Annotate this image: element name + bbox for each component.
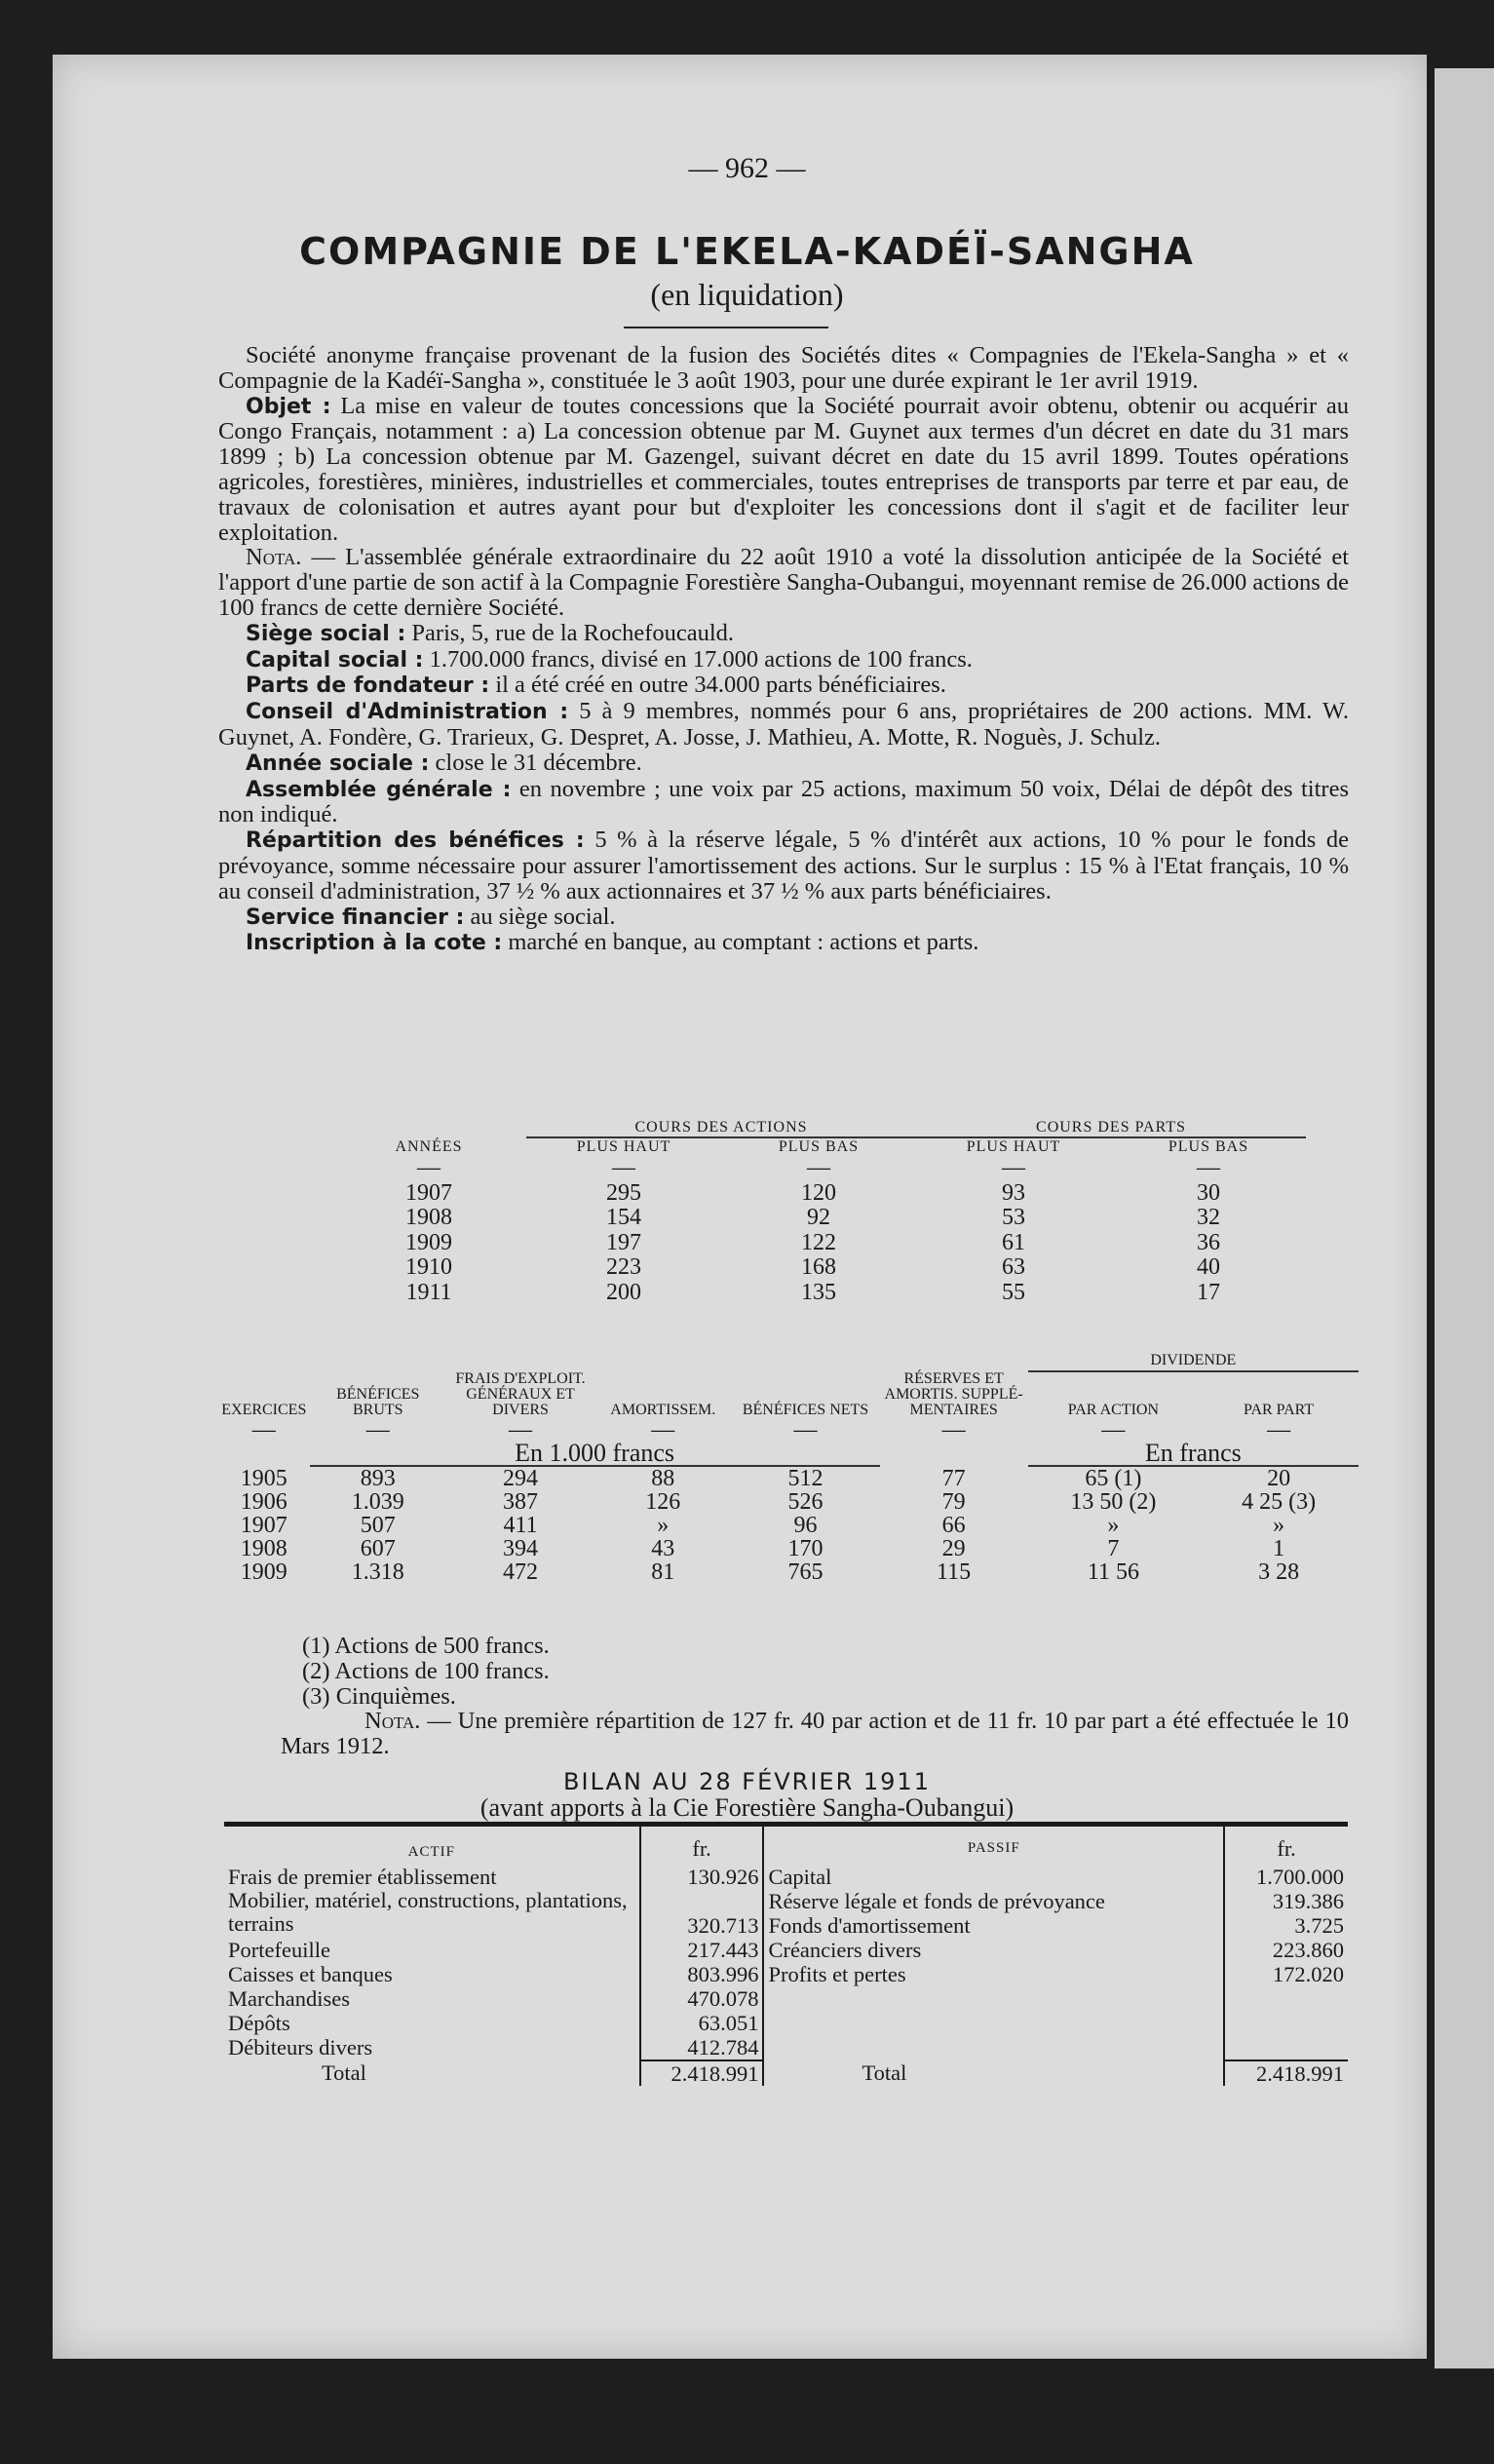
cours-header: PLUS HAUT: [966, 1138, 1061, 1155]
exercices-table: DIVIDENDE EXERCICES BÉNÉFICES BRUTS FRAIS D'EXPLOIT. GÉNÉRAUX ET DIVERS AMORTISSEM. BÉNÉFICES NETS RÉSERVES ET AMORTIS. SUPPLÉ-MENTAIRES PAR ACTION PAR PART — — — — — — — — En 1.000 francs En francs 1905 893 294 88 512 77 65 (1) 20 1906 1.039 387 126 526 79 13 50 (2) 4 25 (3) 1907 507 411 » 96 66 » » 1908 607 394 43 170 29 7 1 1909 1.318 472 81 765 115 11 56 3 28: [218, 1353, 1359, 1584]
total-passif: 2.418.991: [1224, 2060, 1348, 2086]
table-row: 1907 295 120 93 30: [405, 1179, 1220, 1206]
footnote: (3) Cinquièmes.: [302, 1682, 456, 1710]
total-actif-label: Total: [322, 2060, 366, 2085]
nota-text: — L'assemblée générale extraordinaire du 22 août 1910 a voté la dissolution anticipée de la Société et l'apport d'une partie de son actif à la Compagnie Forestière Sangha-Oubangui, moyennant remise de 26.000 actions de 100 francs de cette dernière Société.: [218, 544, 1350, 621]
siege-text: Paris, 5, rue de la Rochefoucauld.: [411, 619, 735, 646]
passif-unit: fr.: [1224, 1825, 1348, 1866]
annee-text: close le 31 décembre.: [435, 749, 642, 776]
exercices-header: FRAIS D'EXPLOIT. GÉNÉRAUX ET DIVERS: [455, 1370, 586, 1418]
service-paragraph: [218, 905, 1349, 931]
unit-left: En 1.000 francs: [310, 1442, 880, 1466]
capital-paragraph: [218, 647, 1349, 674]
table-row: 1908 154 92 53 32: [405, 1205, 1220, 1230]
exercices-header: PAR PART: [1244, 1402, 1315, 1418]
siege-label: Siège social :: [246, 621, 406, 646]
table-row: 1907 507 411 » 96 66 » »: [240, 1513, 1285, 1538]
table-row: Marchandises 470.078: [224, 1986, 1348, 2011]
company-description: [218, 343, 1349, 956]
cours-header: ANNÉES: [395, 1137, 463, 1155]
capital-label: Capital social :: [246, 647, 424, 673]
bilan-subtitle: (avant apports à la Cie Forestière Sangha-Oubangui): [479, 1793, 1015, 1822]
cours-parts-group: COURS DES PARTS: [916, 1119, 1306, 1137]
exercices-header: BÉNÉFICES NETS: [742, 1402, 869, 1418]
total-actif: 2.418.991: [640, 2060, 764, 2086]
conseil-paragraph: [218, 699, 1349, 751]
passif-header: PASSIF: [967, 1840, 1020, 1856]
table-row: Débiteurs divers 412.784: [224, 2035, 1348, 2060]
annee-paragraph: [218, 751, 1349, 777]
capital-text: 1.700.000 francs, divisé en 17.000 actions de 100 francs.: [429, 645, 973, 673]
nota-paragraph: [218, 545, 1349, 620]
service-text: au siège social.: [470, 903, 616, 930]
table-row: 1906 1.039 387 126 526 79 13 50 (2) 4 25 (3): [240, 1489, 1317, 1515]
page-title: COMPAGNIE DE L'EKELA-KADÉÏ-SANGHA: [299, 230, 1195, 273]
total-passif-label: Total: [862, 2060, 907, 2085]
cours-header: PLUS BAS: [1168, 1138, 1249, 1155]
cours-header: PLUS HAUT: [576, 1138, 671, 1155]
repartition-text: 5 % à la réserve légale, 5 % d'intérêt aux actions, 10 % pour le fonds de prévoyance, somme nécessaire pour assurer l'amortissement des actions. Sur le surplus : 15 % à l'Etat français, 10 % au conseil d'administration, 37 ½ % aux actionnaires et 37 ½ % aux parts bénéficiaires.: [218, 827, 1350, 905]
table-row: 1911 200 135 55 17: [405, 1279, 1220, 1305]
footnote: (1) Actions de 500 francs.: [302, 1633, 550, 1659]
dividende-header: DIVIDENDE: [1028, 1353, 1359, 1371]
bilan-title: BILAN AU 28 FÉVRIER 1911: [563, 1768, 931, 1795]
parts-text: il a été créé en outre 34.000 parts bénéficiaires.: [495, 672, 946, 699]
inscription-text: marché en banque, au comptant : actions et parts.: [508, 929, 979, 956]
nota-2-paragraph: [218, 1709, 1349, 1759]
page-number: — 962 —: [688, 152, 806, 184]
exercices-header: EXERCICES: [221, 1402, 307, 1418]
cours-table: COURS DES ACTIONS COURS DES PARTS ANNÉES PLUS HAUT PLUS BAS PLUS HAUT PLUS BAS — — — — — 1907 295 120 93 30 1908 154 92 53 32 1909 197 122 61 36 1910 223 168 63 40 1911 200 135 55 17: [331, 1119, 1306, 1305]
table-row: Caisses et banques 803.996 Profits et pertes 172.020: [224, 1962, 1348, 1986]
intro-paragraph: Société anonyme française provenant de la fusion des Sociétés dites « Compagnies de l'Ekela-Sangha » et « Compagnie de la Kadéï-Sangha », constituée le 3 août 1903, pour une durée expirant le 1er avril 1919.: [218, 342, 1349, 394]
table-row: 1909 1.318 472 81 765 115 11 56 3 28: [240, 1559, 1300, 1585]
assemblee-text: en novembre ; une voix par 25 actions, maximum 50 voix, Délai de dépôt des titres non indiqué.: [218, 775, 1349, 828]
parts-label: Parts de fondateur :: [246, 674, 490, 699]
cours-actions-group: COURS DES ACTIONS: [526, 1119, 916, 1137]
table-row: 1909 197 122 61 36: [405, 1229, 1220, 1255]
objet-label: Objet :: [246, 394, 331, 419]
conseil-label: Conseil d'Administration :: [246, 700, 569, 725]
title-divider: [624, 327, 828, 328]
next-page-edge: [1435, 68, 1494, 2368]
siege-paragraph: [218, 621, 1349, 647]
service-label: Service financier :: [246, 905, 465, 930]
inscription-paragraph: [218, 930, 1349, 956]
actif-header: ACTIF: [407, 1844, 455, 1860]
unit-right: En francs: [1028, 1442, 1359, 1466]
table-row: 1910 223 168 63 40: [405, 1254, 1220, 1280]
footnotes: [218, 1634, 1349, 1759]
page-subtitle: (en liquidation): [650, 277, 844, 312]
repartition-paragraph: [218, 828, 1349, 904]
annee-label: Année sociale :: [246, 751, 430, 776]
nota-2-label: Nota.: [364, 1708, 421, 1735]
repartition-label: Répartition des bénéfices :: [246, 828, 585, 854]
exercices-header: RÉSERVES ET AMORTIS. SUPPLÉ-MENTAIRES: [884, 1370, 1023, 1418]
parts-paragraph: [218, 673, 1349, 699]
actif-unit: fr.: [640, 1825, 764, 1866]
objet-text: La mise en valeur de toutes concessions que la Société pourrait avoir obtenu, obtenir ou acquérir au Congo Français, notamment : a) La concession obtenue par M. Guynet aux termes d'un décret en date du 31 mars 1899 ; b) La concession obtenue par M. Gazengel, suivant décret en date du 15 avril 1899. Toutes opérations agricoles, forestières, minières, industrielles et commerciales, toutes entreprises de transports par terre et par eau, de travaux de colonisation et autres ayant pour but d'exploiter les concessions dont il s'agit et de faciliter leur exploitation.: [218, 392, 1349, 546]
cours-header: PLUS BAS: [778, 1138, 860, 1155]
table-row: Mobilier, matériel, constructions, plantations, terrains 320.713 Réserve légale et fonds de prévoyance Fonds d'amortissement 319.386 3.725: [224, 1889, 1348, 1938]
exercices-header: PAR ACTION: [1067, 1402, 1160, 1418]
exercices-header: BÉNÉFICES BRUTS: [336, 1386, 420, 1418]
table-row: Frais de premier établissement 130.926 Capital 1.700.000: [224, 1865, 1348, 1889]
bilan-table: [224, 1822, 1348, 2086]
nota-2-text: — Une première répartition de 127 fr. 40 par action et de 11 fr. 10 par part a été effectuée le 10 Mars 1912.: [281, 1708, 1350, 1760]
assemblee-label: Assemblée générale :: [246, 777, 512, 802]
conseil-text: 5 à 9 membres, nommés pour 6 ans, propriétaires de 200 actions. MM. W. Guynet, A. Fondère, G. Trarieux, G. Despret, A. Josse, J. Mathieu, A. Motte, R. Noguès, J. Schulz.: [218, 698, 1350, 751]
table-row: Dépôts 63.051: [224, 2011, 1348, 2035]
inscription-label: Inscription à la cote :: [246, 931, 503, 956]
exercices-header: AMORTISSEM.: [610, 1402, 716, 1418]
table-row: 1905 893 294 88 512 77 65 (1) 20: [240, 1465, 1291, 1491]
table-row: [224, 2060, 1348, 2086]
objet-paragraph: [218, 394, 1349, 546]
nota-label: Nota.: [246, 544, 302, 571]
footnote: (2) Actions de 100 francs.: [302, 1657, 550, 1684]
assemblee-paragraph: [218, 777, 1349, 828]
table-row: 1908 607 394 43 170 29 7 1: [240, 1536, 1285, 1561]
table-row: Portefeuille 217.443 Créanciers divers 223.860: [224, 1938, 1348, 1962]
